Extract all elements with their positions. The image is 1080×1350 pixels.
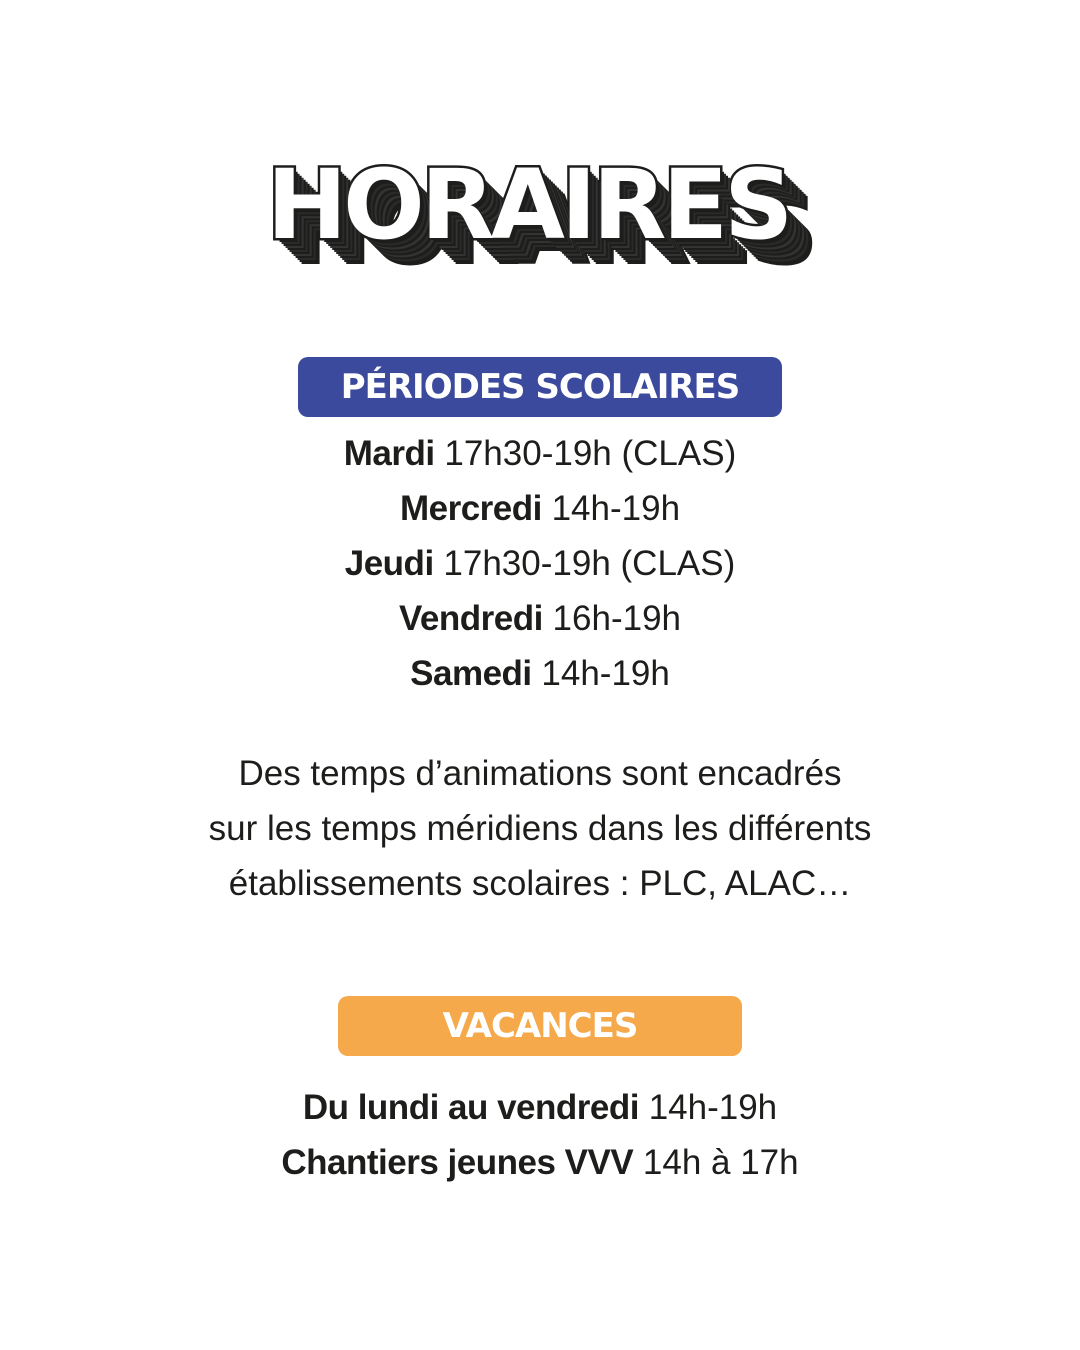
- holidays-label: VACANCES: [442, 1006, 638, 1046]
- schedule-row: [0, 426, 1080, 481]
- schedule-day: Samedi: [410, 654, 532, 693]
- lunchtime-note: [0, 746, 1080, 911]
- schedule-hours: 14h-19h: [541, 654, 670, 693]
- note-line: établissements scolaires : PLC, ALAC…: [228, 864, 852, 903]
- holiday-schedule-list: [0, 1080, 1080, 1190]
- schedule-day: Mercredi: [399, 489, 542, 528]
- schedule-hours: 14h-19h: [551, 489, 681, 528]
- schedule-day: Jeudi: [344, 544, 434, 583]
- note-line: Des temps d’animations sont encadrés: [238, 754, 842, 793]
- schedule-day: Mardi: [343, 434, 435, 473]
- schedule-day: Du lundi au vendredi: [302, 1088, 639, 1127]
- schedule-hours: 14h à 17h: [642, 1143, 799, 1182]
- school-periods-badge: [298, 357, 782, 417]
- school-periods-label: PÉRIODES SCOLAIRES: [340, 367, 740, 407]
- schedule-row: [0, 591, 1080, 646]
- schedule-hours: 17h30-19h (CLAS): [444, 434, 737, 473]
- schedule-hours: 16h-19h: [552, 599, 681, 638]
- title-block: [0, 150, 1080, 290]
- note-line: sur les temps méridiens dans les différents: [208, 809, 872, 848]
- schedule-row: [0, 481, 1080, 536]
- schedule-row: [0, 1080, 1080, 1135]
- schedule-hours: 17h30-19h (CLAS): [443, 544, 736, 583]
- school-schedule-list: [0, 426, 1080, 701]
- schedule-day: Chantiers jeunes VVV: [281, 1143, 634, 1182]
- page-title: HORAIRES: [266, 149, 790, 261]
- schedule-row: [0, 646, 1080, 701]
- schedule-row: [0, 536, 1080, 591]
- schedule-row: [0, 1135, 1080, 1190]
- schedule-hours: 14h-19h: [648, 1088, 778, 1127]
- schedule-day: Vendredi: [398, 599, 543, 638]
- holidays-badge: [338, 996, 742, 1056]
